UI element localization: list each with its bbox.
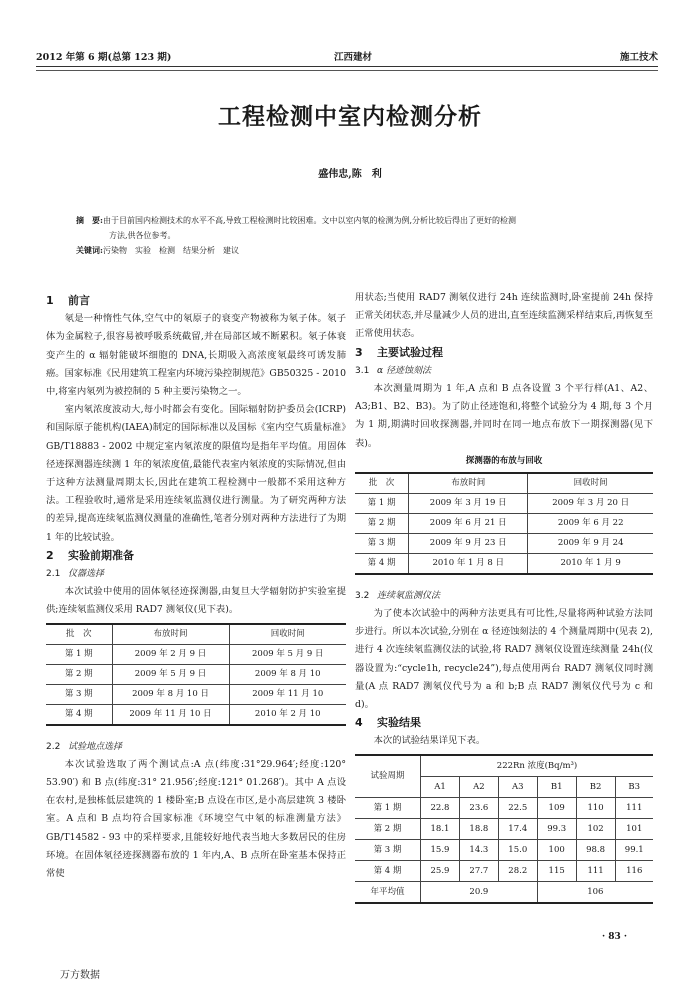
table-cell: 2010 年 1 月 8 日 <box>409 553 528 574</box>
table-cell: 第 3 期 <box>355 533 409 553</box>
table-cell: 第 3 期 <box>46 684 112 704</box>
table-cell: 27.7 <box>459 860 498 881</box>
table-cell: 2010 年 1 月 9 <box>528 553 653 574</box>
average-a-cell: 20.9 <box>421 881 538 903</box>
table-header-cell: 试验周期 <box>355 755 421 798</box>
subsection-heading-2-1: 2.1 仪器选择 <box>46 569 105 580</box>
section-heading-4: 4 实验结果 <box>355 716 421 730</box>
paragraph: 用状态;当使用 RAD7 测氡仪进行 24h 连续监测时,卧室提前 24h 保持正常关闭状态,并尽量减少人员的进出,直至连续监测采样结束后,再恢复至正常使用状态。 <box>355 292 653 340</box>
average-b-cell: 106 <box>537 881 653 903</box>
abstract-label: 摘 要: <box>76 215 103 225</box>
keywords-line <box>76 243 621 258</box>
table-cell: 14.3 <box>459 839 498 860</box>
table-cell: 18.1 <box>421 818 460 839</box>
table-header-row <box>355 755 653 777</box>
table-cell: 109 <box>537 797 576 818</box>
table-cell: 第 2 期 <box>355 513 409 533</box>
table-cell: 2009 年 8 月 10 日 <box>112 684 229 704</box>
authors: 盛伟忠,陈 利 <box>318 169 382 180</box>
table-cell: 99.3 <box>537 818 576 839</box>
table-header-cell: 回收时间 <box>229 624 346 645</box>
table-cell: 17.4 <box>498 818 537 839</box>
table-row <box>355 839 653 860</box>
table-cell: 15.9 <box>421 839 460 860</box>
table-average-row <box>355 881 653 903</box>
paragraph: 本次的试验结果详见下表。 <box>373 735 486 747</box>
table-cell: 22.5 <box>498 797 537 818</box>
table-cell: 111 <box>576 860 615 881</box>
table-cell: 2009 年 2 月 9 日 <box>112 644 229 664</box>
table-row <box>355 533 653 553</box>
abstract-text-1: 由于目前国内检测技术的水平不高,导致工程检测时比较困难。文中以室内氡的检测为例,分析比较后得出了更好的检测 <box>102 216 517 225</box>
table-cell: 2009 年 6 月 22 <box>528 513 653 533</box>
keywords: 污染物 实验 检测 结果分析 建议 <box>102 246 239 255</box>
table-cell: 2009 年 5 月 9 日 <box>112 664 229 684</box>
subsection-heading-3-1: 3.1 α 径迹蚀刻法 <box>355 365 431 376</box>
page-number: · 83 · <box>602 932 628 942</box>
table-cell: 102 <box>576 818 615 839</box>
table-cell: 2009 年 11 月 10 <box>229 684 346 704</box>
header-rule <box>36 66 658 71</box>
abstract-block <box>76 213 621 258</box>
table-cell: 2009 年 9 月 23 日 <box>409 533 528 553</box>
detector-schedule-table <box>355 472 653 575</box>
table-row <box>46 664 346 684</box>
table-group-header: 222Rn 浓度(Bq/m³) <box>421 755 653 777</box>
paper-title: 工程检测中室内检测分析 <box>218 103 482 130</box>
keywords-label: 关键词: <box>76 245 103 255</box>
table-header-cell: B3 <box>615 776 653 797</box>
table-header-cell: 批 次 <box>355 473 409 494</box>
table-cell: 第 3 期 <box>355 839 421 860</box>
table-row <box>355 513 653 533</box>
results-table <box>355 754 653 904</box>
running-header <box>36 51 658 65</box>
table-cell: 22.8 <box>421 797 460 818</box>
table-header-cell: B1 <box>537 776 576 797</box>
table-row <box>355 860 653 881</box>
table-header-cell: 布放时间 <box>409 473 528 494</box>
subsection-heading-3-2: 3.2 连续氡监测仪法 <box>355 590 441 601</box>
table-caption: 探测器的布放与回收 <box>465 455 543 466</box>
table-cell: 115 <box>537 860 576 881</box>
table-row <box>46 704 346 725</box>
table-cell: 23.6 <box>459 797 498 818</box>
table-row <box>355 797 653 818</box>
table-cell: 99.1 <box>615 839 653 860</box>
table-header-cell: A1 <box>421 776 460 797</box>
table-header-row <box>46 624 346 645</box>
table-cell: 98.8 <box>576 839 615 860</box>
paragraph: 本次试验选取了两个测试点:A 点(纬度:31°29.964′;经度:120° 53.90′) 和 B 点(纬度:31° 21.956′;经度:121° 01.268′)。其中 A 点设在农村,是独栋低层建筑的 1 楼卧室;B 点设在市区,是小高层建筑 3 楼卧室。A 点和 B 点均符合国家标准《环境空气中氡的标准测量方法》GB/T14582 - 93 中的采样要求,且能较好地代表当地大多数居民的住房环境。在固体氡径迹探测器布放的 1 年内,A、B 点所在卧室基本保持正常使 <box>46 758 346 880</box>
table-cell: 第 1 期 <box>355 493 409 513</box>
table-cell: 第 4 期 <box>367 558 396 569</box>
table-header-row <box>355 473 653 494</box>
table-row <box>355 553 653 574</box>
table-cell: 第 4 期 <box>64 709 93 720</box>
table-header-cell: 布放时间 <box>112 624 229 645</box>
section-heading-2: 2 实验前期准备 <box>46 548 134 562</box>
table-cell: 100 <box>537 839 576 860</box>
abstract-text-2: 方法,供各位参考。 <box>109 231 176 240</box>
table-cell: 2009 年 9 月 24 <box>528 533 653 553</box>
paragraph: 为了使本次试验中的两种方法更具有可比性,尽量将两种试验方法同步进行。所以本次试验,分别在 α 径迹蚀刻法的 4 个测量周期中(见表 2),进行 4 次连续氡监测仪法的试验,将 RAD7 测氡仪设置连续测量 24h(仪器设置为:“cycle1h, recycle24”),每点使用两台 RAD7 测氡仪同时测量(A 点 RAD7 测氡仪代号为 a 和 b;B 点 RAD7 测氡仪代号为 c 和 d)。 <box>355 608 653 711</box>
table-cell: 2009 年 5 月 9 日 <box>229 644 346 664</box>
section-heading-1: 1 前言 <box>46 294 90 307</box>
table-cell: 110 <box>576 797 615 818</box>
paragraph: 本次测量周期为 1 年,A 点和 B 点各设置 3 个平行样(A1、A2、A3;B1、B2、B3)。为了防止径迹饱和,将整个试验分为 4 期,每 3 个月为 1 期,期满时回收探测器,并同时在同一地点布放下一期探测器(见下表)。 <box>355 383 653 449</box>
table-cell: 2009 年 6 月 21 日 <box>409 513 528 533</box>
table-header-cell: A2 <box>459 776 498 797</box>
table-cell: 2009 年 3 月 19 日 <box>409 493 528 513</box>
abstract-line <box>76 213 621 228</box>
table-cell: 101 <box>615 818 653 839</box>
table-row <box>46 644 346 664</box>
table-header-cell: B2 <box>576 776 615 797</box>
table-cell: 第 1 期 <box>46 644 112 664</box>
table-cell: 25.9 <box>421 860 460 881</box>
table-header-cell: 回收时间 <box>528 473 653 494</box>
table-row <box>46 684 346 704</box>
instrument-table <box>46 623 346 726</box>
table-cell: 第 2 期 <box>46 664 112 684</box>
paragraph: 本次试验中使用的固体氡径迹探测器,由复旦大学辐射防护实验室提供;连续氡监测仪采用 RAD7 测氡仪(见下表)。 <box>46 586 346 616</box>
table-cell: 第 2 期 <box>355 818 421 839</box>
right-column <box>355 289 653 910</box>
table-row <box>355 493 653 513</box>
table-cell: 2010 年 2 月 10 <box>229 704 346 725</box>
table-row <box>355 818 653 839</box>
table-cell: 116 <box>615 860 653 881</box>
table-cell: 111 <box>615 797 653 818</box>
paragraph: 室内氡浓度波动大,每小时都会有变化。国际辐射防护委员会(ICRP)和国际原子能机构(IAEA)制定的国际标准以及国标《室内空气质量标准》GB/T18883 - 2002 中规定室内氡浓度的限值均是指年平均值。用固体径迹探测器连续测 1 年的氡浓度值,最能代表室内氡浓度的实际情况,但由于这种方法测量周期太长,因此在建筑工程检测中一般都不采用这种方法。工程验收时,通常是采用连续氡监测仪进行测量。为了研究两种方法的差异,提高连续氡监测仪测量的准确性,笔者分别对两种方法进行了为期 1 年的比较试验。 <box>46 404 346 543</box>
left-column <box>46 292 346 883</box>
issue-info: 2012 年第 6 期(总第 123 期) <box>36 52 172 63</box>
table-cell: 第 4 期 <box>355 860 421 881</box>
table-cell: 年平均值 <box>370 886 405 897</box>
table-cell: 第 1 期 <box>355 797 421 818</box>
table-header-cell: 批 次 <box>46 624 112 645</box>
table-cell: 2009 年 3 月 20 日 <box>528 493 653 513</box>
table-cell: 15.0 <box>498 839 537 860</box>
section-heading-3: 3 主要试验过程 <box>355 345 443 359</box>
table-cell: 2009 年 11 月 10 日 <box>112 704 229 725</box>
table-cell: 2009 年 8 月 10 <box>229 664 346 684</box>
source-watermark: 万方数据 <box>60 970 100 981</box>
paragraph: 氡是一种惰性气体,空气中的氡原子的衰变产物被称为氡子体。氡子体为金属粒子,很容易被呼吸系统截留,并在局部区域不断累积。氡子体衰变产生的 α 辐射能破坏细胞的 DNA,长期吸入高浓度氡最终可诱发肺癌。国家标准《民用建筑工程室内环境污染控制规范》GB50325 - 2010 中,将室内氡列为被控制的 5 种主要污染物之一。 <box>46 313 346 398</box>
table-cell: 28.2 <box>498 860 537 881</box>
journal-name: 江西建材 <box>334 52 373 63</box>
table-cell: 18.8 <box>459 818 498 839</box>
section-name: 施工技术 <box>619 52 658 63</box>
subsection-heading-2-2: 2.2 试验地点选择 <box>46 741 123 752</box>
table-header-cell: A3 <box>498 776 537 797</box>
